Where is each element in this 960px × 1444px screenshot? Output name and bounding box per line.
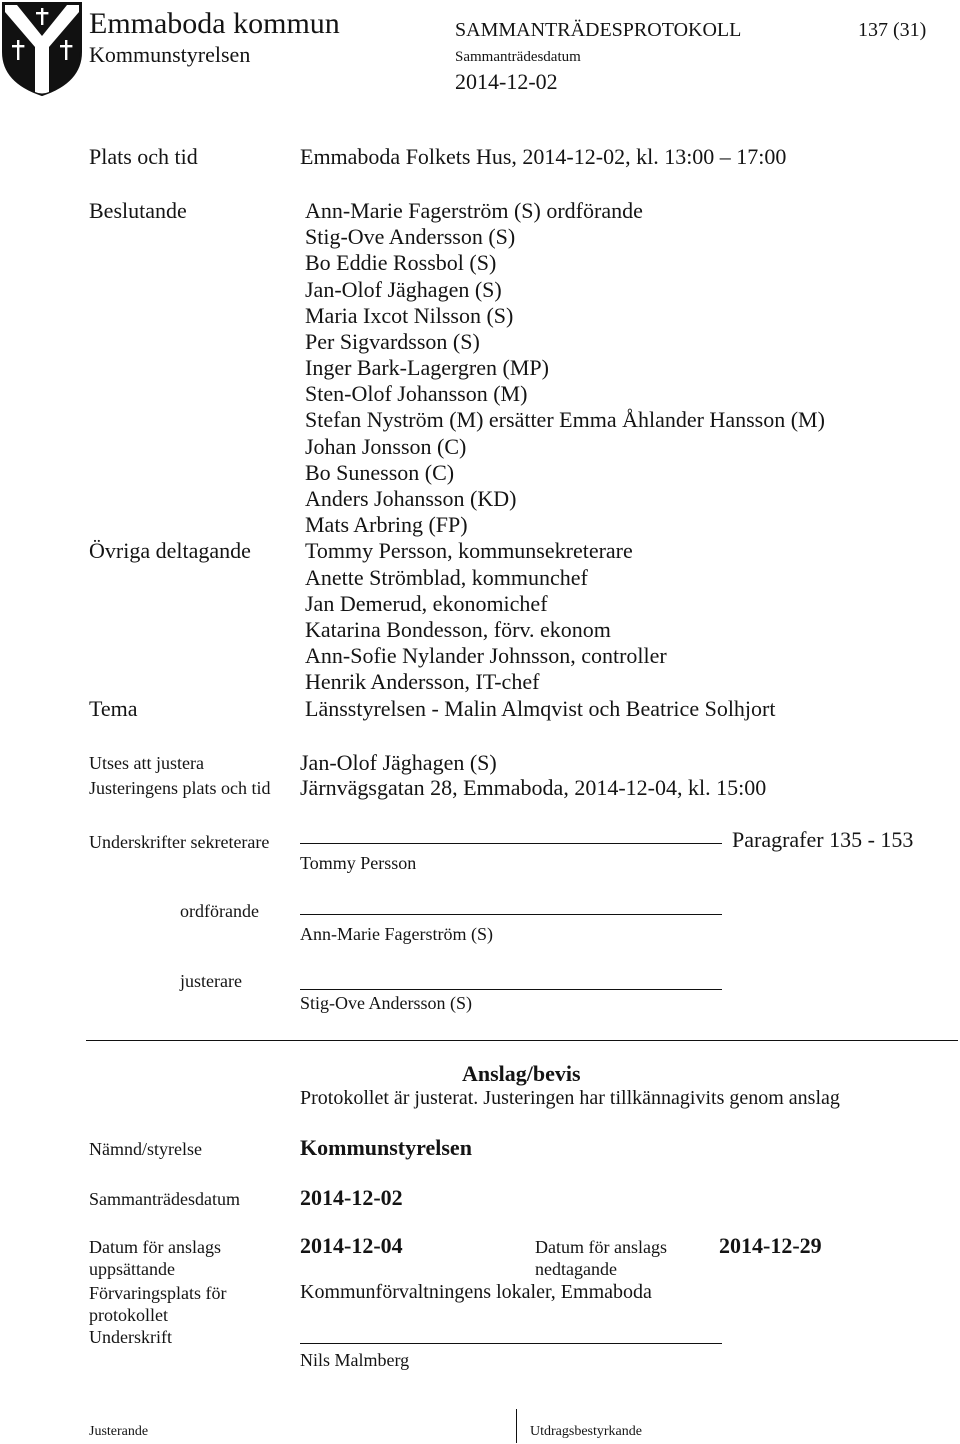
document-type: SAMMANTRÄDESPROTOKOLL — [455, 19, 742, 41]
other-participants-label: Övriga deltagande — [89, 538, 251, 564]
appointed-adjuster-value: Jan-Olof Jäghagen (S) — [300, 750, 497, 775]
secretary-name: Tommy Persson — [300, 853, 417, 873]
secretary-signature-line — [300, 843, 722, 844]
notice-title: Anslag/bevis — [462, 1061, 581, 1086]
footer-certified-label: Utdragsbestyrkande — [530, 1424, 642, 1439]
notice-signature-label: Underskrift — [89, 1327, 172, 1347]
secretary-signature-label: Underskrifter sekreterare — [89, 832, 270, 852]
place-time-label-wrap — [89, 144, 198, 170]
board-label: Nämnd/styrelse — [89, 1139, 202, 1159]
other-participants-label-wrap — [89, 538, 251, 564]
other-participant: Henrik Andersson, IT-chef — [305, 669, 540, 695]
coat-of-arms-icon — [0, 0, 86, 98]
decision-maker: Stefan Nyström (M) ersätter Emma Åhlander Hansson (M) — [305, 407, 825, 433]
removed-date-label-line2: nedtagande — [535, 1259, 617, 1279]
meeting-date-label: Sammanträdesdatum — [89, 1189, 240, 1209]
adjustment-place-time-value: Järnvägsgatan 28, Emmaboda, 2014-12-04, kl. 15:00 — [300, 775, 767, 800]
removed-date-value: 2014-12-29 — [719, 1233, 822, 1258]
chair-name: Ann-Marie Fagerström (S) — [300, 924, 493, 944]
posted-date-label-line1: Datum för anslags — [89, 1237, 221, 1257]
theme-label-wrap — [89, 696, 138, 722]
chair-signature-label: ordförande — [180, 901, 259, 921]
decision-makers-list — [305, 198, 825, 538]
header-date-label: Sammanträdesdatum — [455, 49, 581, 65]
appointed-adjuster-label: Utses att justera — [89, 753, 204, 773]
storage-label-line2: protokollet — [89, 1305, 168, 1325]
place-time-value: Emmaboda Folkets Hus, 2014-12-02, kl. 13:00 – 17:00 — [300, 144, 787, 170]
decision-maker: Anders Johansson (KD) — [305, 485, 517, 511]
decision-maker: Stig-Ove Andersson (S) — [305, 224, 516, 250]
storage-value: Kommunförvaltningens lokaler, Emmaboda — [300, 1281, 652, 1303]
header-date: 2014-12-02 — [455, 69, 558, 94]
meeting-date-value: 2014-12-02 — [300, 1185, 403, 1210]
place-time-wrap — [300, 144, 786, 170]
footer-divider — [516, 1409, 517, 1443]
theme-value: Länsstyrelsen - Malin Almqvist och Beatrice Solhjort — [305, 695, 776, 721]
board-value: Kommunstyrelsen — [300, 1135, 472, 1160]
removed-date-label-line1: Datum för anslags — [535, 1237, 667, 1257]
committee-name: Kommunstyrelsen — [89, 42, 251, 67]
footer-adjusting-label: Justerande — [89, 1424, 149, 1439]
decision-maker: Inger Bark-Lagergren (MP) — [305, 355, 549, 381]
storage-label-line1: Förvaringsplats för — [89, 1283, 227, 1303]
page-number: 137 (31) — [858, 19, 927, 41]
other-participant: Katarina Bondesson, förv. ekonom — [305, 616, 611, 642]
decision-maker: Johan Jonsson (C) — [305, 433, 467, 459]
other-participant: Ann-Sofie Nylander Johnsson, controller — [305, 643, 667, 669]
notice-signature-line — [300, 1343, 722, 1344]
notice-statement: Protokollet är justerat. Justeringen har tillkännagivits genom anslag — [300, 1087, 840, 1109]
decision-maker: Jan-Olof Jäghagen (S) — [305, 276, 502, 302]
posted-date-value: 2014-12-04 — [300, 1233, 403, 1258]
other-participant: Jan Demerud, ekonomichef — [305, 590, 548, 616]
adjuster-name: Stig-Ove Andersson (S) — [300, 993, 472, 1013]
decision-makers-label-wrap — [89, 198, 187, 224]
posted-date-label-line2: uppsättande — [89, 1259, 175, 1279]
decision-maker: Bo Eddie Rossbol (S) — [305, 250, 497, 276]
decision-maker: Maria Ixcot Nilsson (S) — [305, 302, 514, 328]
adjustment-place-time-label: Justeringens plats och tid — [89, 778, 271, 798]
org-name: Emmaboda kommun — [89, 7, 340, 40]
other-participant: Tommy Persson, kommunsekreterare — [305, 538, 633, 564]
theme-wrap — [305, 696, 775, 722]
other-participant: Anette Strömblad, kommunchef — [305, 564, 588, 590]
section-divider — [86, 1040, 958, 1041]
theme-label: Tema — [89, 695, 138, 721]
other-participants-list — [305, 538, 667, 695]
adjuster-signature-label: justerare — [180, 971, 242, 991]
place-time-label: Plats och tid — [89, 144, 198, 170]
chair-signature-line — [300, 914, 722, 915]
paragraph-range: Paragrafer 135 - 153 — [732, 827, 914, 852]
decision-maker: Per Sigvardsson (S) — [305, 328, 480, 354]
decision-maker: Mats Arbring (FP) — [305, 512, 468, 538]
decision-makers-label: Beslutande — [89, 198, 187, 224]
decision-maker: Bo Sunesson (C) — [305, 459, 455, 485]
decision-maker: Sten-Olof Johansson (M) — [305, 381, 528, 407]
notice-signature-name: Nils Malmberg — [300, 1350, 410, 1370]
decision-maker: Ann-Marie Fagerström (S) ordförande — [305, 198, 643, 224]
